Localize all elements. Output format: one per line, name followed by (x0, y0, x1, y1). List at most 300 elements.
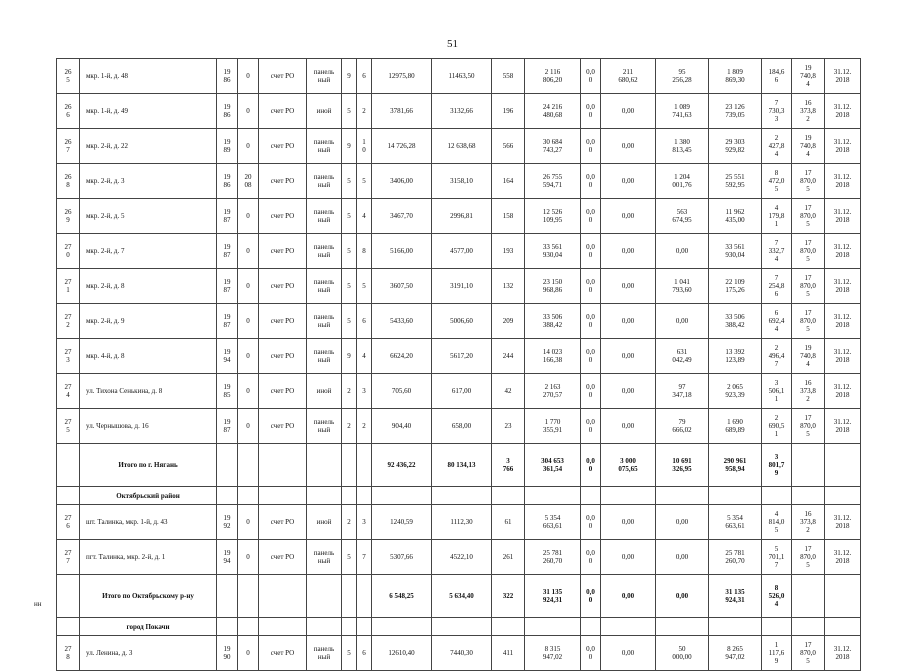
total-cost-cell: 33 506 388,42 (525, 304, 581, 339)
empty-cell (357, 487, 372, 505)
regional-funds-cell: 211 680,62 (601, 59, 656, 94)
empty-cell (825, 487, 861, 505)
table-row (57, 339, 861, 374)
residents-cell: 558 (492, 59, 525, 94)
municipal-funds-cell: 0,00 (656, 304, 709, 339)
unit-cost-cell: 1 117,6 9 (762, 636, 792, 671)
entrances-cell: 1 0 (357, 129, 372, 164)
total-cost-cell: 23 150 968,86 (525, 269, 581, 304)
empty-cell (656, 618, 709, 636)
total-area-cell: 1240,59 (372, 505, 432, 540)
empty-cell (57, 444, 80, 487)
max-unit-cost-cell: 16 373,8 2 (792, 374, 825, 409)
total-cost-cell: 304 653 361,54 (525, 444, 581, 487)
subtotal-label: Итого по Октябрьскому р-ну (80, 575, 217, 618)
living-area-cell: 3132,66 (432, 94, 492, 129)
build-year-cell: 19 86 (217, 164, 238, 199)
commission-year-cell: 0 (238, 234, 259, 269)
regional-funds-cell: 0,00 (601, 505, 656, 540)
regional-funds-cell: 0,00 (601, 304, 656, 339)
deadline-cell: 31.12. 2018 (825, 374, 861, 409)
row-number-cell: 27 0 (57, 234, 80, 269)
regional-funds-cell: 0,00 (601, 636, 656, 671)
commission-year-cell: 0 (238, 129, 259, 164)
empty-cell (217, 487, 238, 505)
empty-cell (825, 575, 861, 618)
regional-funds-cell: 0,00 (601, 234, 656, 269)
residents-cell: 566 (492, 129, 525, 164)
empty-cell (357, 575, 372, 618)
federal-funds-cell: 0,0 0 (581, 269, 601, 304)
total-cost-cell: 25 781 260,70 (525, 540, 581, 575)
floors-cell: 2 (342, 374, 357, 409)
municipal-funds-cell: 97 347,18 (656, 374, 709, 409)
total-cost-cell: 26 755 594,71 (525, 164, 581, 199)
total-area-cell: 705,60 (372, 374, 432, 409)
build-year-cell: 19 87 (217, 304, 238, 339)
wall-material-cell: панель ный (307, 164, 342, 199)
federal-funds-cell: 0,0 0 (581, 374, 601, 409)
build-year-cell: 19 87 (217, 234, 238, 269)
empty-cell (307, 575, 342, 618)
deadline-cell: 31.12. 2018 (825, 164, 861, 199)
empty-cell (601, 487, 656, 505)
federal-funds-cell: 0,0 0 (581, 129, 601, 164)
row-number-cell: 26 7 (57, 129, 80, 164)
empty-cell (656, 487, 709, 505)
fund-method-cell: счет РО (259, 304, 307, 339)
floors-cell: 2 (342, 409, 357, 444)
wall-material-cell: панель ный (307, 339, 342, 374)
fund-method-cell: счет РО (259, 59, 307, 94)
commission-year-cell: 0 (238, 636, 259, 671)
row-number-cell: 27 3 (57, 339, 80, 374)
federal-funds-cell: 0,0 0 (581, 339, 601, 374)
empty-cell (238, 444, 259, 487)
empty-cell (525, 487, 581, 505)
address-cell: ул. Тихона Сенькина, д. 8 (80, 374, 217, 409)
fund-method-cell: счет РО (259, 269, 307, 304)
living-area-cell: 617,00 (432, 374, 492, 409)
municipal-funds-cell: 1 380 813,45 (656, 129, 709, 164)
total-cost-cell: 24 216 480,68 (525, 94, 581, 129)
commission-year-cell: 0 (238, 304, 259, 339)
federal-funds-cell: 0,0 0 (581, 199, 601, 234)
residents-cell: 244 (492, 339, 525, 374)
federal-funds-cell: 0,0 0 (581, 94, 601, 129)
regional-funds-cell: 0,00 (601, 129, 656, 164)
municipal-funds-cell: 1 041 793,60 (656, 269, 709, 304)
empty-cell (581, 487, 601, 505)
section-title: город Покачи (80, 618, 217, 636)
municipal-funds-cell: 1 204 001,76 (656, 164, 709, 199)
empty-cell (792, 444, 825, 487)
federal-funds-cell: 0,0 0 (581, 59, 601, 94)
entrances-cell: 3 (357, 374, 372, 409)
empty-cell (372, 487, 432, 505)
empty-cell (342, 487, 357, 505)
unit-cost-cell: 6 692,4 4 (762, 304, 792, 339)
municipal-funds-cell: 0,00 (656, 505, 709, 540)
address-cell: мкр. 2-й, д. 8 (80, 269, 217, 304)
entrances-cell: 6 (357, 636, 372, 671)
unit-cost-cell: 4 179,8 1 (762, 199, 792, 234)
residents-cell: 42 (492, 374, 525, 409)
row-number-cell: 26 8 (57, 164, 80, 199)
floors-cell: 5 (342, 304, 357, 339)
unit-cost-cell: 2 427,8 4 (762, 129, 792, 164)
fund-method-cell: счет РО (259, 94, 307, 129)
deadline-cell: 31.12. 2018 (825, 269, 861, 304)
total-cost-cell: 1 770 355,91 (525, 409, 581, 444)
max-unit-cost-cell: 17 870,0 5 (792, 234, 825, 269)
fund-method-cell: счет РО (259, 374, 307, 409)
federal-funds-cell: 0,0 0 (581, 505, 601, 540)
floors-cell: 9 (342, 339, 357, 374)
empty-cell (238, 575, 259, 618)
total-area-cell: 5166,00 (372, 234, 432, 269)
floors-cell: 2 (342, 505, 357, 540)
empty-cell (342, 618, 357, 636)
empty-cell (792, 618, 825, 636)
table-row (57, 269, 861, 304)
table-row (57, 409, 861, 444)
owner-funds-cell: 5 354 663,61 (709, 505, 762, 540)
regional-funds-cell: 0,00 (601, 540, 656, 575)
municipal-funds-cell: 0,00 (656, 575, 709, 618)
table-row (57, 304, 861, 339)
empty-cell (581, 618, 601, 636)
living-area-cell: 7440,30 (432, 636, 492, 671)
regional-funds-cell: 0,00 (601, 199, 656, 234)
housing-register-table (56, 58, 861, 671)
federal-funds-cell: 0,0 0 (581, 540, 601, 575)
unit-cost-cell: 2 496,4 7 (762, 339, 792, 374)
owner-funds-cell: 31 135 924,31 (709, 575, 762, 618)
total-cost-cell: 2 163 270,57 (525, 374, 581, 409)
row-number-cell: 27 2 (57, 304, 80, 339)
commission-year-cell: 0 (238, 94, 259, 129)
municipal-funds-cell: 10 691 326,95 (656, 444, 709, 487)
owner-funds-cell: 22 109 175,26 (709, 269, 762, 304)
fund-method-cell: счет РО (259, 339, 307, 374)
max-unit-cost-cell: 17 870,0 5 (792, 199, 825, 234)
total-area-cell: 12975,80 (372, 59, 432, 94)
residents-cell: 3 766 (492, 444, 525, 487)
total-area-cell: 3467,70 (372, 199, 432, 234)
entrances-cell: 5 (357, 164, 372, 199)
entrances-cell: 7 (357, 540, 372, 575)
empty-cell (259, 575, 307, 618)
fund-method-cell: счет РО (259, 199, 307, 234)
total-area-cell: 5307,66 (372, 540, 432, 575)
subtotal-row (57, 444, 861, 487)
max-unit-cost-cell: 16 373,8 2 (792, 505, 825, 540)
wall-material-cell: иной (307, 94, 342, 129)
empty-cell (357, 618, 372, 636)
empty-cell (307, 444, 342, 487)
build-year-cell: 19 86 (217, 59, 238, 94)
table-row (57, 59, 861, 94)
total-cost-cell: 5 354 663,61 (525, 505, 581, 540)
empty-cell (238, 487, 259, 505)
empty-cell (259, 618, 307, 636)
build-year-cell: 19 92 (217, 505, 238, 540)
address-cell: мкр. 2-й, д. 22 (80, 129, 217, 164)
owner-funds-cell: 290 961 958,94 (709, 444, 762, 487)
address-cell: шт. Талинка, мкр. 1-й, д. 43 (80, 505, 217, 540)
empty-cell (372, 618, 432, 636)
max-unit-cost-cell: 17 870,0 5 (792, 540, 825, 575)
regional-funds-cell: 0,00 (601, 575, 656, 618)
owner-funds-cell: 13 392 123,89 (709, 339, 762, 374)
section-header-row (57, 618, 861, 636)
entrances-cell: 2 (357, 409, 372, 444)
commission-year-cell: 0 (238, 409, 259, 444)
deadline-cell: 31.12. 2018 (825, 409, 861, 444)
residents-cell: 261 (492, 540, 525, 575)
empty-cell (342, 575, 357, 618)
residents-cell: 196 (492, 94, 525, 129)
regional-funds-cell: 0,00 (601, 164, 656, 199)
federal-funds-cell: 0,0 0 (581, 444, 601, 487)
empty-cell (259, 444, 307, 487)
fund-method-cell: счет РО (259, 636, 307, 671)
residents-cell: 322 (492, 575, 525, 618)
wall-material-cell: панель ный (307, 409, 342, 444)
entrances-cell: 3 (357, 505, 372, 540)
build-year-cell: 19 87 (217, 409, 238, 444)
fund-method-cell: счет РО (259, 164, 307, 199)
fund-method-cell: счет РО (259, 129, 307, 164)
empty-cell (432, 618, 492, 636)
wall-material-cell: панель ный (307, 129, 342, 164)
total-cost-cell: 33 561 930,04 (525, 234, 581, 269)
row-number-cell: 27 8 (57, 636, 80, 671)
max-unit-cost-cell: 19 740,8 4 (792, 339, 825, 374)
municipal-funds-cell: 95 256,28 (656, 59, 709, 94)
floors-cell: 5 (342, 540, 357, 575)
living-area-cell: 5617,20 (432, 339, 492, 374)
row-number-cell: 27 4 (57, 374, 80, 409)
regional-funds-cell: 3 000 075,65 (601, 444, 656, 487)
build-year-cell: 19 85 (217, 374, 238, 409)
build-year-cell: 19 94 (217, 540, 238, 575)
living-area-cell: 1112,30 (432, 505, 492, 540)
commission-year-cell: 0 (238, 59, 259, 94)
max-unit-cost-cell: 17 870,0 5 (792, 269, 825, 304)
table-row (57, 129, 861, 164)
living-area-cell: 80 134,13 (432, 444, 492, 487)
empty-cell (792, 575, 825, 618)
entrances-cell: 4 (357, 199, 372, 234)
build-year-cell: 19 86 (217, 94, 238, 129)
total-area-cell: 3781,66 (372, 94, 432, 129)
living-area-cell: 5006,60 (432, 304, 492, 339)
living-area-cell: 4577,00 (432, 234, 492, 269)
row-number-cell: 26 9 (57, 199, 80, 234)
empty-cell (57, 575, 80, 618)
table-row (57, 234, 861, 269)
address-cell: мкр. 2-й, д. 7 (80, 234, 217, 269)
row-number-cell: 26 5 (57, 59, 80, 94)
empty-cell (492, 618, 525, 636)
living-area-cell: 658,00 (432, 409, 492, 444)
living-area-cell: 5 634,40 (432, 575, 492, 618)
residents-cell: 193 (492, 234, 525, 269)
table-row (57, 164, 861, 199)
empty-cell (709, 487, 762, 505)
total-area-cell: 12610,40 (372, 636, 432, 671)
regional-funds-cell: 0,00 (601, 409, 656, 444)
living-area-cell: 4522,10 (432, 540, 492, 575)
floors-cell: 9 (342, 59, 357, 94)
municipal-funds-cell: 79 666,02 (656, 409, 709, 444)
section-title: Октябрьский район (80, 487, 217, 505)
residents-cell: 61 (492, 505, 525, 540)
floors-cell: 5 (342, 636, 357, 671)
unit-cost-cell: 7 254,8 6 (762, 269, 792, 304)
subtotal-label: Итого по г. Нягань (80, 444, 217, 487)
wall-material-cell: иной (307, 374, 342, 409)
owner-funds-cell: 8 265 947,02 (709, 636, 762, 671)
commission-year-cell: 0 (238, 269, 259, 304)
address-cell: мкр. 2-й, д. 3 (80, 164, 217, 199)
max-unit-cost-cell: 17 870,0 5 (792, 636, 825, 671)
owner-funds-cell: 1 690 689,89 (709, 409, 762, 444)
owner-funds-cell: 25 551 592,95 (709, 164, 762, 199)
unit-cost-cell: 5 701,1 7 (762, 540, 792, 575)
address-cell: мкр. 2-й, д. 9 (80, 304, 217, 339)
entrances-cell: 8 (357, 234, 372, 269)
fund-method-cell: счет РО (259, 505, 307, 540)
residents-cell: 209 (492, 304, 525, 339)
living-area-cell: 11463,50 (432, 59, 492, 94)
max-unit-cost-cell: 16 373,8 2 (792, 94, 825, 129)
empty-cell (709, 618, 762, 636)
empty-cell (307, 618, 342, 636)
commission-year-cell: 20 08 (238, 164, 259, 199)
wall-material-cell: панель ный (307, 59, 342, 94)
federal-funds-cell: 0,0 0 (581, 164, 601, 199)
wall-material-cell: панель ный (307, 304, 342, 339)
subtotal-row (57, 575, 861, 618)
build-year-cell: 19 90 (217, 636, 238, 671)
municipal-funds-cell: 1 089 741,63 (656, 94, 709, 129)
owner-funds-cell: 1 809 869,30 (709, 59, 762, 94)
address-cell: ул. Чернышова, д. 16 (80, 409, 217, 444)
total-cost-cell: 31 135 924,31 (525, 575, 581, 618)
fund-method-cell: счет РО (259, 234, 307, 269)
deadline-cell: 31.12. 2018 (825, 304, 861, 339)
build-year-cell: 19 87 (217, 269, 238, 304)
max-unit-cost-cell: 17 870,0 5 (792, 164, 825, 199)
deadline-cell: 31.12. 2018 (825, 234, 861, 269)
empty-cell (492, 487, 525, 505)
wall-material-cell: панель ный (307, 269, 342, 304)
owner-funds-cell: 33 561 930,04 (709, 234, 762, 269)
table-row (57, 199, 861, 234)
living-area-cell: 12 638,68 (432, 129, 492, 164)
footer-mark: нн (34, 600, 42, 608)
entrances-cell: 4 (357, 339, 372, 374)
total-cost-cell: 12 526 109,95 (525, 199, 581, 234)
municipal-funds-cell: 0,00 (656, 540, 709, 575)
municipal-funds-cell: 50 000,00 (656, 636, 709, 671)
empty-cell (217, 618, 238, 636)
address-cell: мкр. 1-й, д. 49 (80, 94, 217, 129)
empty-cell (792, 487, 825, 505)
address-cell: пгт. Талинка, мкр. 2-й, д. 1 (80, 540, 217, 575)
row-number-cell: 27 1 (57, 269, 80, 304)
build-year-cell: 19 87 (217, 199, 238, 234)
owner-funds-cell: 29 303 929,82 (709, 129, 762, 164)
wall-material-cell: панель ный (307, 540, 342, 575)
total-area-cell: 6 548,25 (372, 575, 432, 618)
residents-cell: 23 (492, 409, 525, 444)
row-number-cell: 26 6 (57, 94, 80, 129)
residents-cell: 411 (492, 636, 525, 671)
empty-cell (762, 618, 792, 636)
unit-cost-cell: 2 690,5 1 (762, 409, 792, 444)
unit-cost-cell: 8 472,0 5 (762, 164, 792, 199)
total-area-cell: 14 726,28 (372, 129, 432, 164)
residents-cell: 158 (492, 199, 525, 234)
empty-cell (601, 618, 656, 636)
table-row (57, 636, 861, 671)
federal-funds-cell: 0,0 0 (581, 409, 601, 444)
row-number-cell: 27 6 (57, 505, 80, 540)
wall-material-cell: иной (307, 505, 342, 540)
unit-cost-cell: 7 332,7 4 (762, 234, 792, 269)
row-number-cell: 27 7 (57, 540, 80, 575)
municipal-funds-cell: 563 674,95 (656, 199, 709, 234)
floors-cell: 5 (342, 269, 357, 304)
build-year-cell: 19 94 (217, 339, 238, 374)
floors-cell: 5 (342, 94, 357, 129)
entrances-cell: 6 (357, 59, 372, 94)
empty-cell (825, 618, 861, 636)
unit-cost-cell: 8 526,0 4 (762, 575, 792, 618)
owner-funds-cell: 33 506 388,42 (709, 304, 762, 339)
commission-year-cell: 0 (238, 339, 259, 374)
deadline-cell: 31.12. 2018 (825, 59, 861, 94)
deadline-cell: 31.12. 2018 (825, 339, 861, 374)
owner-funds-cell: 23 126 739,05 (709, 94, 762, 129)
max-unit-cost-cell: 17 870,0 5 (792, 304, 825, 339)
commission-year-cell: 0 (238, 199, 259, 234)
entrances-cell: 2 (357, 94, 372, 129)
commission-year-cell: 0 (238, 540, 259, 575)
deadline-cell: 31.12. 2018 (825, 636, 861, 671)
total-cost-cell: 2 116 806,20 (525, 59, 581, 94)
max-unit-cost-cell: 19 740,8 4 (792, 59, 825, 94)
entrances-cell: 6 (357, 304, 372, 339)
total-area-cell: 904,40 (372, 409, 432, 444)
empty-cell (307, 487, 342, 505)
deadline-cell: 31.12. 2018 (825, 505, 861, 540)
empty-cell (57, 618, 80, 636)
empty-cell (217, 444, 238, 487)
empty-cell (357, 444, 372, 487)
regional-funds-cell: 0,00 (601, 339, 656, 374)
table-row (57, 540, 861, 575)
total-cost-cell: 8 315 947,02 (525, 636, 581, 671)
unit-cost-cell: 3 801,7 9 (762, 444, 792, 487)
residents-cell: 132 (492, 269, 525, 304)
total-area-cell: 92 436,22 (372, 444, 432, 487)
living-area-cell: 3158,10 (432, 164, 492, 199)
